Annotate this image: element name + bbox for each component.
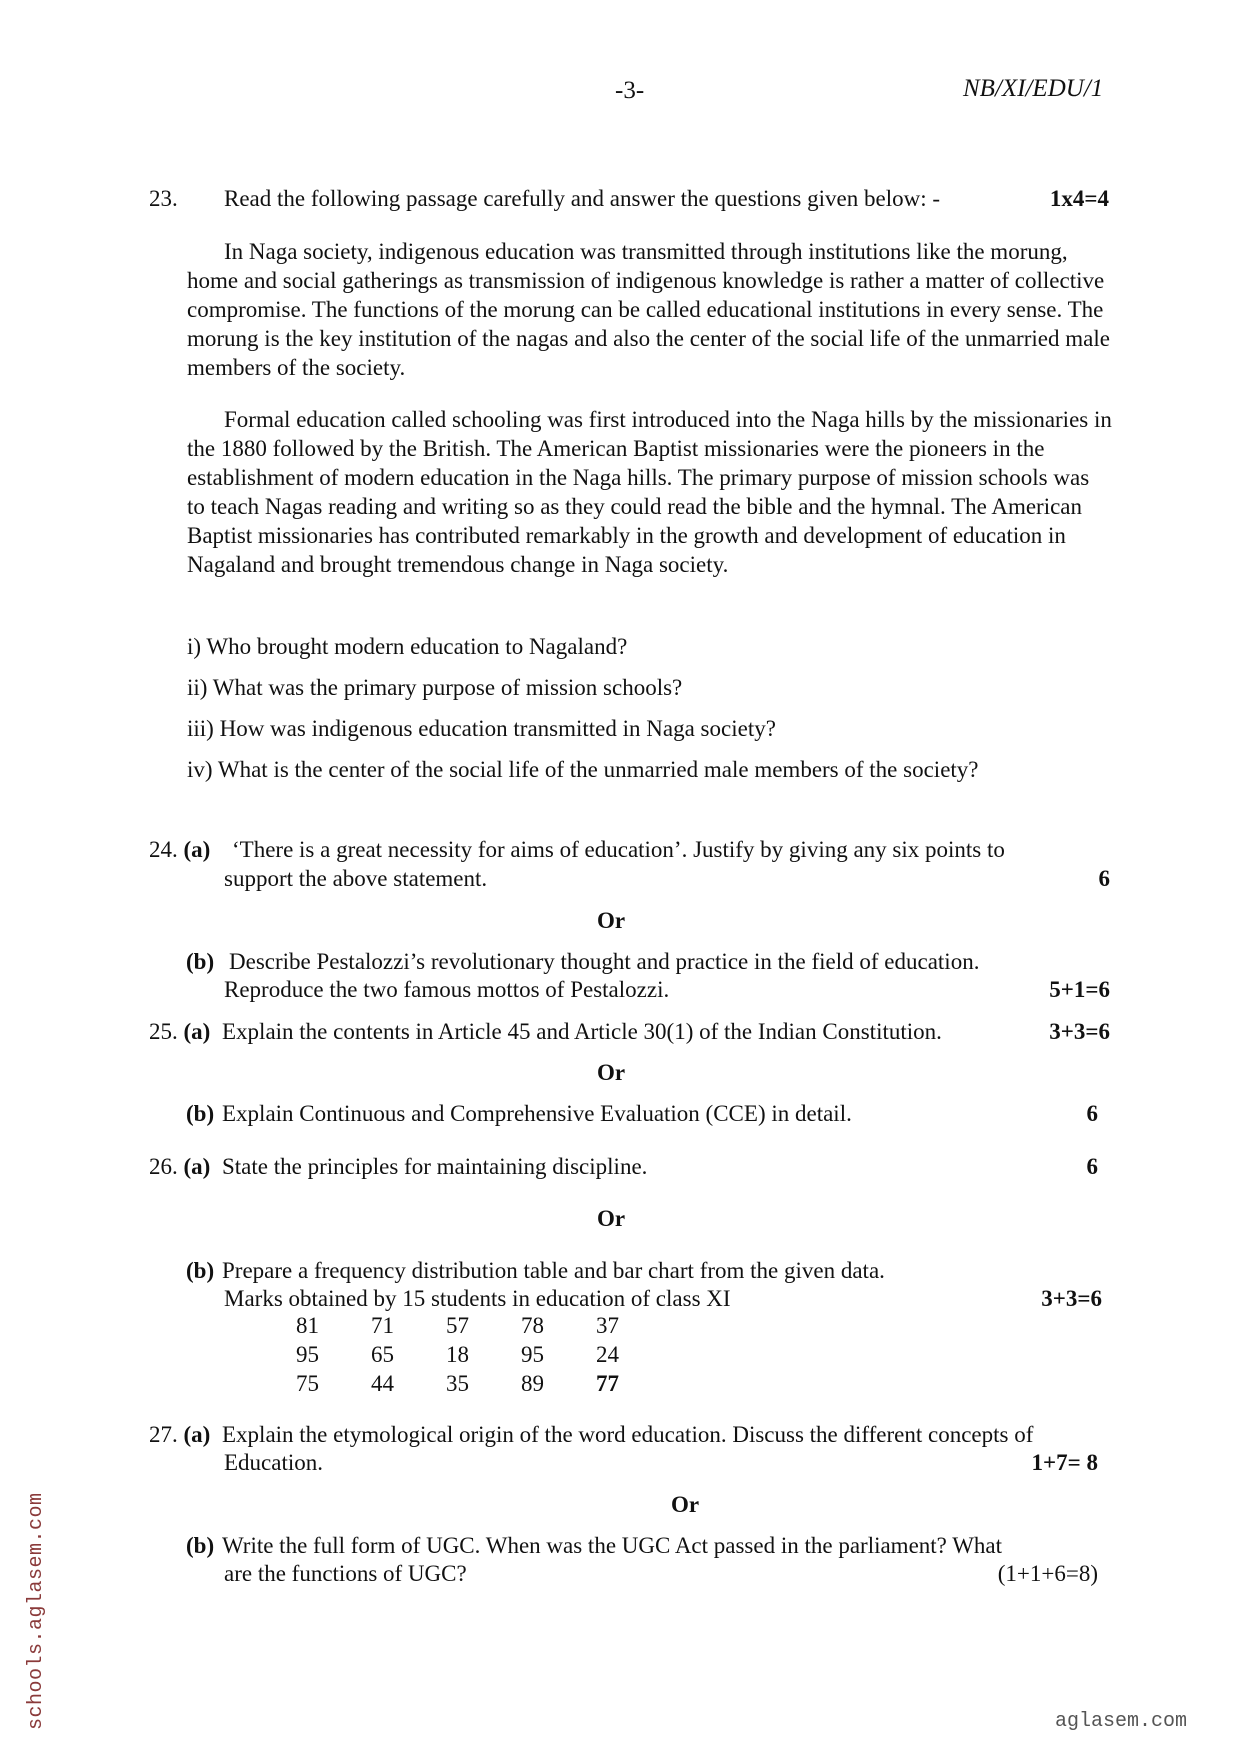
sub-question-iv: iv) What is the center of the social life of the unmarried male members of the society? xyxy=(187,757,979,782)
question-marks: 3+3=6 xyxy=(1049,1019,1110,1044)
question-text: Explain the etymological origin of the word education. Discuss the different concepts of xyxy=(222,1422,1034,1447)
question-number: 27. xyxy=(149,1422,178,1447)
part-label: (b) xyxy=(186,1101,215,1126)
question-text: Describe Pestalozzi’s revolutionary thought and practice in the field of education. xyxy=(229,949,980,974)
table-cell: 77 xyxy=(596,1371,619,1396)
question-number: 23. xyxy=(149,186,178,211)
question-text: State the principles for maintaining discipline. xyxy=(222,1154,648,1179)
table-row xyxy=(296,1369,671,1398)
table-cell: 75 xyxy=(296,1371,319,1396)
table-cell: 24 xyxy=(596,1342,619,1367)
question-number-label xyxy=(149,835,210,864)
table-cell: 65 xyxy=(371,1342,394,1367)
marks-data-table xyxy=(296,1311,671,1398)
passage-paragraph-2 xyxy=(187,405,1112,579)
passage-text: Formal education called schooling was first introduced into the Naga hills by the missionaries in the 1880 followed by the British. The American Baptist missionaries were the pioneers in the establishment of modern education in the Naga hills. The primary purpose of mission schools was to teach Nagas reading and writing so as they could read the bible and the hymnal. The American Baptist missionaries has contributed remarkably in the growth and development of education in Nagaland and brought tremendous change in Naga society. xyxy=(187,407,1112,577)
question-number-label xyxy=(149,1152,210,1181)
part-label: (a) xyxy=(183,1422,211,1447)
question-text: Reproduce the two famous mottos of Pestalozzi. xyxy=(224,977,670,1002)
question-text: Write the full form of UGC. When was the UGC Act passed in the parliament? What xyxy=(222,1533,1003,1558)
table-cell: 57 xyxy=(446,1313,469,1338)
or-separator: Or xyxy=(597,1206,626,1231)
table-cell: 89 xyxy=(521,1371,544,1396)
table-row xyxy=(296,1340,671,1369)
question-number-label xyxy=(149,1017,210,1046)
question-marks: 3+3=6 xyxy=(1041,1286,1102,1311)
part-label: (a) xyxy=(183,1154,211,1179)
watermark-bottom-right: aglasem.com xyxy=(1055,1710,1188,1733)
question-number-label xyxy=(149,1420,210,1449)
page-number: -3- xyxy=(615,77,645,104)
question-text: Marks obtained by 15 students in education of class XI xyxy=(224,1286,731,1311)
part-label: (b) xyxy=(186,949,215,974)
question-marks: 1x4=4 xyxy=(1049,186,1109,211)
question-text: ‘There is a great necessity for aims of education’. Justify by giving any six points to xyxy=(232,837,1005,862)
question-number: 24. xyxy=(149,837,178,862)
table-cell: 35 xyxy=(446,1371,469,1396)
part-label: (a) xyxy=(183,837,211,862)
paper-code: NB/XI/EDU/1 xyxy=(963,75,1104,102)
question-text: Explain Continuous and Comprehensive Evaluation (CCE) in detail. xyxy=(222,1101,852,1126)
or-separator: Or xyxy=(671,1492,700,1517)
table-cell: 95 xyxy=(296,1342,319,1367)
table-cell: 71 xyxy=(371,1313,394,1338)
part-label: (a) xyxy=(183,1019,211,1044)
question-marks: 1+7= 8 xyxy=(1031,1450,1098,1475)
question-marks: 6 xyxy=(1086,1101,1098,1126)
or-separator: Or xyxy=(597,908,626,933)
question-marks: 6 xyxy=(1086,1154,1098,1179)
passage-paragraph-1 xyxy=(187,237,1112,382)
question-text: Explain the contents in Article 45 and Article 30(1) of the Indian Constitution. xyxy=(222,1019,942,1044)
question-number: 25. xyxy=(149,1019,178,1044)
sub-question-ii: ii) What was the primary purpose of mission schools? xyxy=(187,675,683,700)
sub-question-iii: iii) How was indigenous education transmitted in Naga society? xyxy=(187,716,776,741)
question-text: support the above statement. xyxy=(224,866,488,891)
question-marks: 5+1=6 xyxy=(1049,977,1110,1002)
part-label: (b) xyxy=(186,1258,215,1283)
table-row xyxy=(296,1311,671,1340)
table-cell: 78 xyxy=(521,1313,544,1338)
watermark-left: schools.aglasem.com xyxy=(25,1492,48,1730)
part-label: (b) xyxy=(186,1533,215,1558)
table-cell: 44 xyxy=(371,1371,394,1396)
or-separator: Or xyxy=(597,1060,626,1085)
question-marks: (1+1+6=8) xyxy=(997,1561,1098,1586)
question-marks: 6 xyxy=(1098,866,1110,891)
table-cell: 18 xyxy=(446,1342,469,1367)
question-text: Education. xyxy=(224,1450,323,1475)
question-number: 26. xyxy=(149,1154,178,1179)
table-cell: 81 xyxy=(296,1313,319,1338)
table-cell: 95 xyxy=(521,1342,544,1367)
table-cell: 37 xyxy=(596,1313,619,1338)
passage-text: In Naga society, indigenous education was transmitted through institutions like the morung, home and social gatherings as transmission of indigenous knowledge is rather a matter of collective compromise. The functions of the morung can be called educational institutions in every sense. The morung is the key institution of the nagas and also the center of the social life of the unmarried male members of the society. xyxy=(187,239,1110,380)
question-text: Prepare a frequency distribution table and bar chart from the given data. xyxy=(222,1258,885,1283)
sub-question-i: i) Who brought modern education to Nagaland? xyxy=(187,634,628,659)
question-instruction: Read the following passage carefully and answer the questions given below: - xyxy=(224,186,940,211)
question-text: are the functions of UGC? xyxy=(224,1561,467,1586)
